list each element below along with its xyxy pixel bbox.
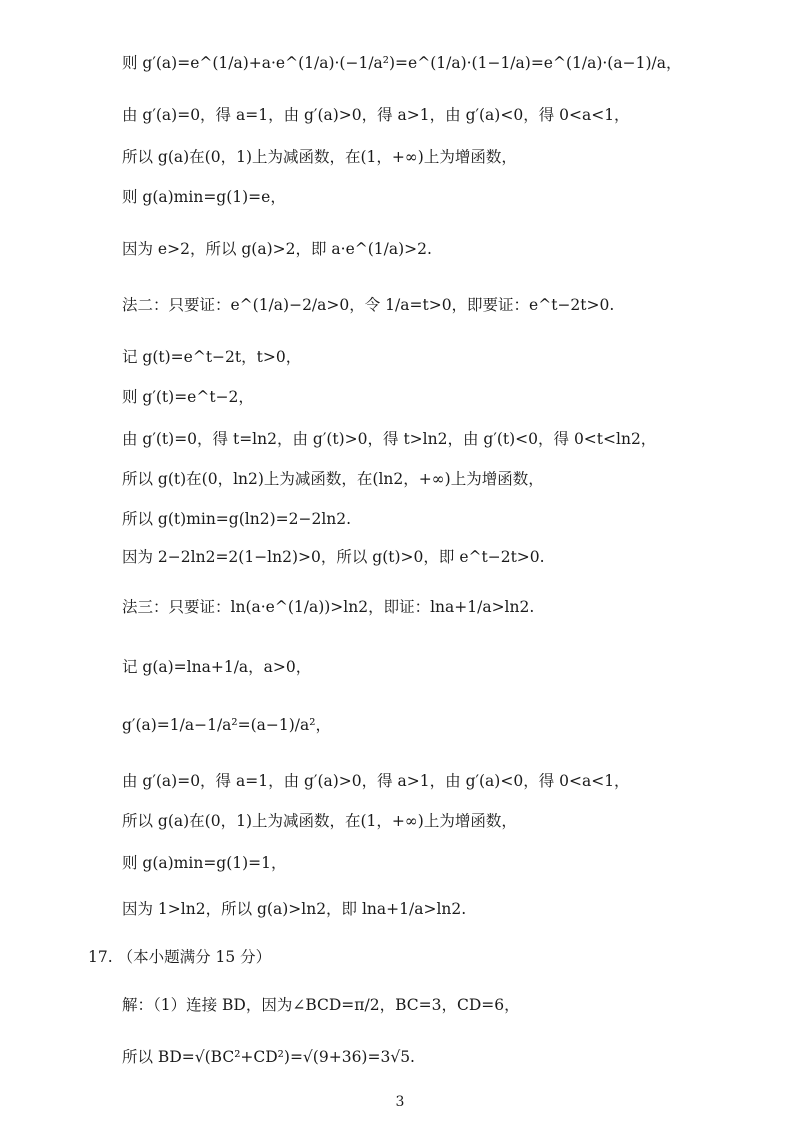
text-line: 法二：只要证：e^(1/a)−2/a>0，令 1/a=t>0，即要证：e^t−2t>0. [122, 296, 615, 314]
text-line: 法三：只要证：ln(a·e^(1/a))>ln2，即证：lna+1/a>ln2. [122, 598, 535, 616]
text-line: 所以 g(a)在(0，1)上为减函数，在(1，+∞)上为增函数， [122, 812, 517, 830]
text-line: 所以 BD=√(BC²+CD²)=√(9+36)=3√5. [122, 1048, 415, 1066]
text-line: 所以 g(t)在(0，ln2)上为减函数，在(ln2，+∞)上为增函数， [122, 470, 544, 488]
text-line: 由 g′(t)=0，得 t=ln2，由 g′(t)>0，得 t>ln2，由 g′(t)<0，得 0<t<ln2， [122, 430, 657, 448]
text-line: 因为 2−2ln2=2(1−ln2)>0，所以 g(t)>0，即 e^t−2t>0. [122, 548, 545, 566]
text-line: 因为 e>2，所以 g(a)>2，即 a·e^(1/a)>2. [122, 240, 432, 258]
text-line: 则 g(a)min=g(1)=1， [122, 854, 287, 872]
text-line: 所以 g(t)min=g(ln2)=2−2ln2. [122, 510, 352, 528]
text-line: 解：（1）连接 BD，因为∠BCD=π/2，BC=3，CD=6， [122, 996, 520, 1014]
text-line: 因为 1>ln2，所以 g(a)>ln2，即 lna+1/a>ln2. [122, 900, 467, 918]
text-line: g′(a)=1/a−1/a²=(a−1)/a²， [122, 716, 331, 734]
text-line: 由 g′(a)=0，得 a=1，由 g′(a)>0，得 a>1，由 g′(a)<0，得 0<a<1， [122, 772, 630, 790]
text-line: 则 g′(t)=e^t−2， [122, 388, 254, 406]
text-line: 所以 g(a)在(0，1)上为减函数，在(1，+∞)上为增函数， [122, 148, 517, 166]
text-line: 则 g(a)min=g(1)=e， [122, 188, 286, 206]
text-line: 由 g′(a)=0，得 a=1，由 g′(a)>0，得 a>1，由 g′(a)<0，得 0<a<1， [122, 106, 630, 124]
text-line: 记 g(a)=lna+1/a，a>0， [122, 658, 312, 676]
question-heading: 17. （本小题满分 15 分） [88, 948, 272, 966]
text-line: 则 g′(a)=e^(1/a)+a·e^(1/a)·(−1/a²)=e^(1/a)·(1−1/a)=e^(1/a)·(a−1)/a， [122, 54, 682, 72]
text-line: 记 g(t)=e^t−2t，t>0， [122, 348, 302, 366]
page-number: 3 [395, 1094, 405, 1110]
